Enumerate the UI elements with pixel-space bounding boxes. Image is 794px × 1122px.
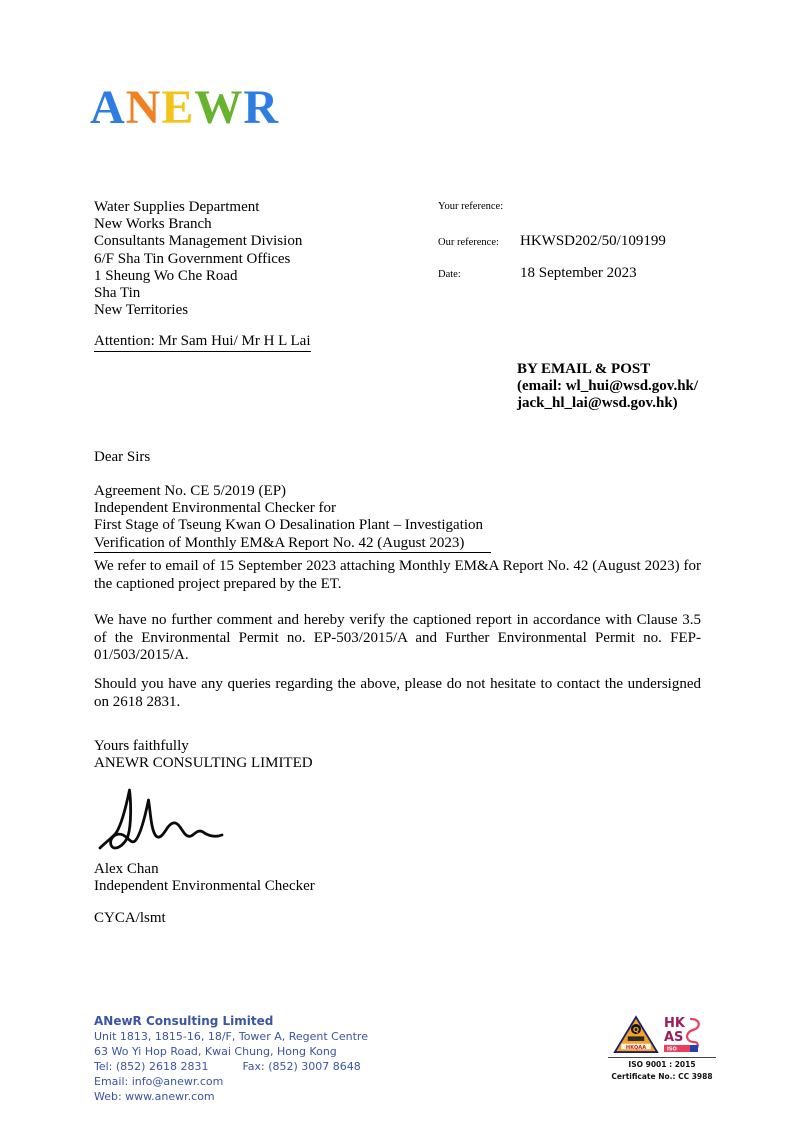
delivery-line: BY EMAIL & POST bbox=[517, 361, 651, 377]
footer-email: Email: info@anewr.com bbox=[94, 1075, 224, 1088]
certificate-number-text: Certificate No.: CC 3988 bbox=[611, 1072, 713, 1081]
svg-text:AS: AS bbox=[664, 1030, 684, 1045]
svg-text:Q: Q bbox=[632, 1024, 640, 1034]
closing-faithfully: Yours faithfully bbox=[94, 738, 189, 754]
closing-block bbox=[94, 738, 313, 772]
your-reference-label: Your reference: bbox=[438, 201, 504, 212]
subject-line-underlined: Verification of Monthly EM&A Report No. 42 (August 2023) bbox=[94, 535, 491, 553]
salutation: Dear Sirs bbox=[94, 449, 151, 465]
paragraph-3: Should you have any queries regarding the above, please do not hesitate to contact the undersigned on 2618 2831. bbox=[94, 676, 701, 710]
paragraph-2: We have no further comment and hereby verify the captioned report in accordance with Clause 3.5 of the Environmental Permit no. EP-503/2015/A and Further Environmental Permit no. FEP-01/503/2015/A. bbox=[94, 612, 701, 664]
subject-block bbox=[94, 483, 491, 553]
iso-standard-text: ISO 9001 : 2015 bbox=[628, 1060, 696, 1069]
date-row bbox=[438, 265, 637, 282]
logo-letter: R bbox=[243, 81, 280, 134]
recipient-line: 6/F Sha Tin Government Offices bbox=[94, 250, 291, 267]
delivery-email-line1: (email: wl_hui@wsd.gov.hk/ bbox=[517, 378, 699, 395]
logo-letter: A bbox=[90, 81, 126, 134]
signature-image bbox=[98, 786, 236, 860]
hkas-accreditation-icon bbox=[663, 1015, 711, 1056]
signer-block bbox=[94, 861, 315, 895]
delivery-email-line2: jack_hl_lai@wsd.gov.hk) bbox=[517, 395, 678, 412]
svg-text:HKQAA: HKQAA bbox=[625, 1044, 647, 1051]
footer-company-name: ANewR Consulting Limited bbox=[94, 1014, 274, 1028]
hkqaa-triangle-icon bbox=[613, 1015, 659, 1055]
closing-company: ANEWR CONSULTING LIMITED bbox=[94, 755, 313, 772]
delivery-method bbox=[517, 361, 698, 413]
paragraph-1: We refer to email of 15 September 2023 attaching Monthly EM&A Report No. 42 (August 2023) for the captioned project prepared by the ET. bbox=[94, 558, 701, 592]
footer-web: Web: www.anewr.com bbox=[94, 1090, 215, 1103]
footer-address-line1: Unit 1813, 1815-16, 18/F, Tower A, Regent Centre bbox=[94, 1030, 368, 1043]
file-reference: CYCA/lsmt bbox=[94, 910, 166, 926]
svg-text:HK: HK bbox=[664, 1016, 685, 1031]
certification-block bbox=[608, 1015, 716, 1082]
our-reference-value: HKWSD202/50/109199 bbox=[520, 233, 666, 249]
footer-tel: Tel: (852) 2618 2831 bbox=[94, 1060, 209, 1073]
signer-title: Independent Environmental Checker bbox=[94, 878, 315, 895]
footer-block bbox=[94, 1014, 368, 1104]
recipient-line: 1 Sheung Wo Che Road bbox=[94, 267, 238, 284]
footer-tel-fax-line bbox=[94, 1059, 368, 1074]
subject-line: First Stage of Tseung Kwan O Desalination Plant – Investigation bbox=[94, 517, 484, 534]
subject-line: Agreement No. CE 5/2019 (EP) bbox=[94, 483, 287, 499]
subject-line: Independent Environmental Checker for bbox=[94, 500, 336, 517]
date-label: Date: bbox=[438, 269, 461, 280]
recipient-line: Sha Tin bbox=[94, 285, 141, 302]
company-logo bbox=[90, 81, 280, 134]
recipient-address bbox=[94, 199, 302, 319]
logo-letter: E bbox=[161, 81, 195, 134]
footer-address-line2: 63 Wo Yi Hop Road, Kwai Chung, Hong Kong bbox=[94, 1045, 337, 1058]
certification-divider bbox=[608, 1057, 716, 1058]
our-reference-row bbox=[438, 233, 666, 250]
logo-letter: W bbox=[194, 81, 244, 134]
recipient-line: Water Supplies Department bbox=[94, 199, 260, 215]
svg-text:ISO: ISO bbox=[667, 1046, 677, 1053]
logo-letter: N bbox=[125, 81, 162, 134]
recipient-line: New Territories bbox=[94, 302, 189, 319]
signer-name: Alex Chan bbox=[94, 861, 159, 877]
attention-text: Attention: Mr Sam Hui/ Mr H L Lai bbox=[94, 333, 311, 352]
recipient-line: Consultants Management Division bbox=[94, 233, 303, 250]
certification-logos bbox=[608, 1015, 716, 1056]
recipient-line: New Works Branch bbox=[94, 216, 212, 233]
attention-line bbox=[94, 333, 311, 352]
footer-fax: Fax: (852) 3007 8648 bbox=[242, 1060, 361, 1073]
our-reference-label: Our reference: bbox=[438, 237, 499, 248]
date-value: 18 September 2023 bbox=[520, 265, 637, 281]
your-reference-row bbox=[438, 201, 520, 212]
